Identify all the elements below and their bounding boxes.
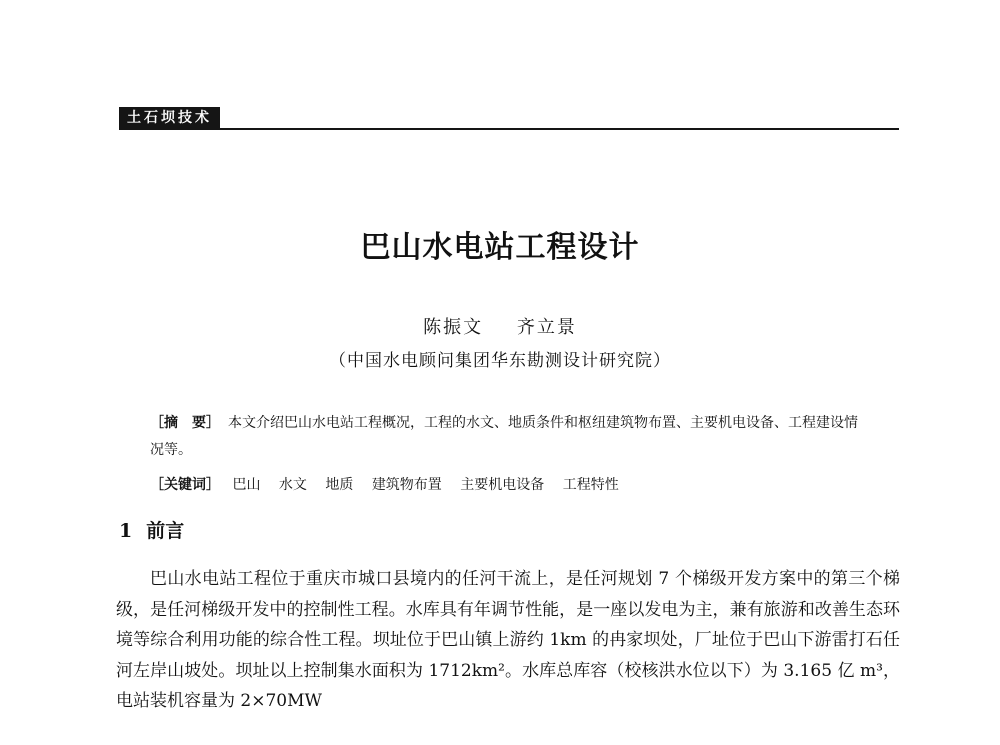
author-line xyxy=(0,313,1000,339)
abstract-label: ［摘 要］ xyxy=(150,415,220,431)
keywords xyxy=(150,474,870,496)
keyword: 工程特性 xyxy=(562,477,619,493)
section-tag: 土石坝技术 xyxy=(119,107,220,129)
keyword: 地质 xyxy=(325,477,354,493)
header-rule xyxy=(119,128,899,130)
keyword: 建筑物布置 xyxy=(371,477,442,493)
section-heading xyxy=(119,516,184,543)
affiliation: （中国水电顾问集团华东勘测设计研究院） xyxy=(329,351,671,371)
section-number: 1 xyxy=(119,520,133,542)
keyword: 主要机电设备 xyxy=(460,477,545,493)
section-title: 前言 xyxy=(146,520,185,542)
abstract-text: 本文介绍巴山水电站工程概况，工程的水文、地质条件和枢纽建筑物布置、主要机电设备、工程建设情况等。 xyxy=(150,415,858,458)
keyword: 水文 xyxy=(278,477,307,493)
keywords-label: ［关键词］ xyxy=(150,477,220,493)
paper-title: 巴山水电站工程设计 xyxy=(360,230,640,265)
author-name: 陈振文 xyxy=(423,317,484,338)
abstract xyxy=(150,410,870,464)
body-paragraph: 巴山水电站工程位于重庆市城口县境内的任河干流上，是任河规划 7 个梯级开发方案中的第三个梯级，是任河梯级开发中的控制性工程。水库具有年调节性能，是一座以发电为主，兼有旅游和改善生态环境等综合利用功能的综合性工程。坝址位于巴山镇上游约 1km 的冉家坝处，厂址位于巴山下游雷打石任河左岸山坡处。坝址以上控制集水面积为 1712km²。水库总库容（校核洪水位以下）为 3.165 亿 m³，电站装机容量为 2×70MW xyxy=(116,569,900,711)
author-name: 齐立景 xyxy=(516,317,577,338)
keyword: 巴山 xyxy=(232,477,261,493)
